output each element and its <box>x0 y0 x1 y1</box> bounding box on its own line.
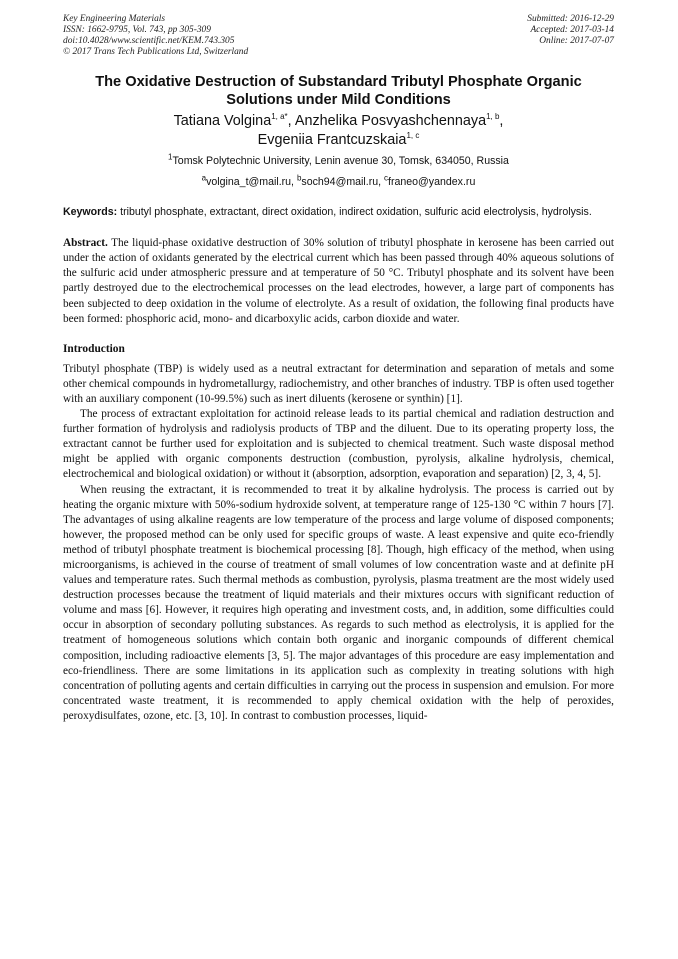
author-name: Evgeniia Frantcuzskaia <box>257 132 407 148</box>
email-superscript: b <box>296 173 302 183</box>
journal-name: Key Engineering Materials <box>63 14 166 24</box>
author-name: Tatiana Volgina <box>173 113 272 129</box>
abstract-text: The liquid-phase oxidative destruction of 30% solution of tributyl phosphate in kerosene has been carried out under the action of oxidants generated by the electrical current which has been passed through 40% aqueous solutions of the sulfuric acid under atmospheric pressure and at temperature of 50 °C. Tributyl phosphate and its solvent have been partly destroyed due to the electrochemical processes on the lead electrodes, however, a large part of components has been subjected to deep oxidation in the volume of electrolyte. As a result of oxidation, the following final products have been formed: phosphoric acid, mono- and dicarboxylic acids, carbon dioxide and water. <box>63 237 614 325</box>
affiliation <box>63 152 614 168</box>
author-superscript: 1, a* <box>271 112 288 122</box>
author-emails <box>63 173 614 189</box>
email-superscript: a <box>201 173 207 183</box>
keywords-text: tributyl phosphate, extractant, direct oxidation, indirect oxidation, sulfuric acid electrolysis, hydrolysis. <box>120 206 592 218</box>
keywords <box>63 206 614 219</box>
submitted-date: Submitted: 2016-12-29 <box>527 14 614 24</box>
paragraph: When reusing the extractant, it is recommended to treat it by alkaline hydrolysis. The process is carried out by heating the organic mixture with 50%-sodium hydroxide solvent, at temperature range of 125-130 °C within 7 hours [7]. The advantages of using alkaline reagents are low temperature of the process and large volume of disposed components; however, the proposed method can be only used for specific groups of waste. A least expensive and quite eco-friendly method of tributyl phosphate treatment is biochemical processing [8]. Though, high efficacy of the method, when using microorganisms, is achieved in the course of treatment of small volumes of low concentration waste and at definite pH values and temperature rates. Such thermal methods as combustion, pyrolysis, plasma treatment are the most widely used destruction processes because the treatment of liquid materials and their mixtures occurs with significant reduction of volume and mass [6]. However, it requires high operating and investment costs, and, in addition, some difficulties could occur in absorption of secondary polluting substances. As regards to such method as electrolysis, it is applied for the treatment of homogeneous solutions which contain both organic and inorganic compounds of different chemical composition, including radioactive elements [3, 5]. The major advantages of this procedure are easy implementation and eco-friendliness. There are some limitations in its application such as complexity in treating solutions with high concentration of polluting agents and certain difficulties in carrying out the process in suspension and emulsion. For more concentrated waste treatment, it is recommended to apply chemical oxidation with the help of peroxides, peroxydisulfates, ozone, etc. [3, 10]. In contrast to combustion processes, liquid- <box>63 483 614 722</box>
paragraph: Tributyl phosphate (TBP) is widely used as a neutral extractant for determination and separation of metals and some other chemical compounds in hydrometallurgy, radiochemistry, and other branches of industry. TBP is often used together with an auxiliary component (10-99.5%) such as inert diluents (kerosene or synthin) [1]. <box>63 362 615 405</box>
keywords-label: Keywords: <box>63 206 118 218</box>
journal-copyright: © 2017 Trans Tech Publications Ltd, Switzerland <box>63 47 249 57</box>
journal-info <box>63 14 248 58</box>
paragraph: The process of extractant exploitation for actinoid release leads to its partial chemical and radiation destruction and further formation of hydrolysis and radiolysis products of TBP and the diluent. Due to its operating property loss, the extractant cannot be further used for exploitation and is subjected to chemical treatment. Such waste disposal method might be applied with organic components destruction (combustion, pyrolysis, alkaline hydrolysis, chemical, electrochemical and biological oxidation) or without it (absorption, adsorption, evaporation and separation) [2, 3, 4, 5]. <box>63 408 614 481</box>
journal-header <box>63 14 614 58</box>
author-list: Tatiana Volgina$^{1, a*}$, Anzhelika Posvyashchennaya$^{1, b}$, Evgeniia Frantcuzskaia$^{1, c}$ <box>173 112 504 148</box>
submission-dates <box>527 14 614 58</box>
journal-doi: doi:10.4028/www.scientific.net/KEM.743.305 <box>63 36 235 46</box>
email-link[interactable]: volgina_t@mail.ru, <box>206 176 294 188</box>
journal-issn: ISSN: 1662-9795, Vol. 743, pp 305-309 <box>63 25 211 35</box>
author-superscript: 1, c <box>406 131 420 141</box>
author-name: Anzhelika Posvyashchennaya <box>294 113 487 129</box>
paper-title: The Oxidative Destruction of Substandard Tributyl Phosphate Organic Solutions under Mild Conditions <box>95 74 582 108</box>
email-link[interactable]: franeo@yandex.ru <box>388 176 476 188</box>
author-superscript: 1, b <box>486 112 500 122</box>
section-heading-introduction: Introduction <box>63 342 125 355</box>
online-date: Online: 2017-07-07 <box>539 36 614 46</box>
email-link[interactable]: soch94@mail.ru, <box>301 176 382 188</box>
paper-page <box>63 14 614 724</box>
abstract-label: Abstract. <box>63 237 108 250</box>
affiliation-text: Tomsk Polytechnic University, Lenin avenue 30, Tomsk, 634050, Russia <box>172 155 509 167</box>
email-superscript: c <box>384 173 389 183</box>
affiliation-superscript: 1 <box>168 152 173 162</box>
accepted-date: Accepted: 2017-03-14 <box>530 25 614 35</box>
abstract <box>63 236 614 327</box>
